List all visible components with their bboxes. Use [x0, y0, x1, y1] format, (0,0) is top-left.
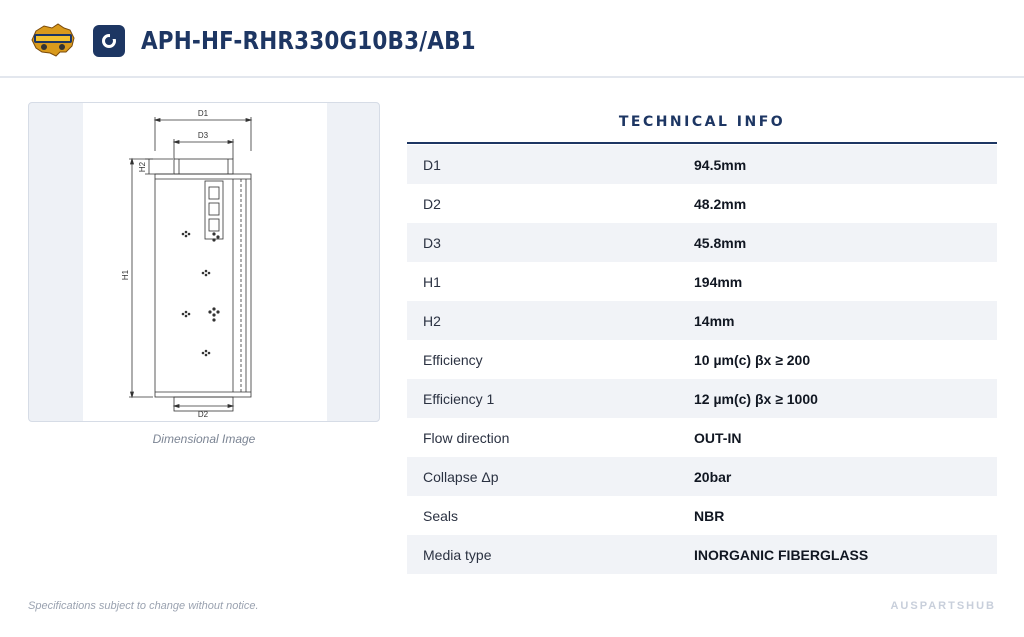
table-row	[407, 457, 997, 496]
table-row	[407, 262, 997, 301]
spec-value: NBR	[694, 507, 725, 524]
label-d3: D3	[197, 131, 209, 140]
label-d2: D2	[197, 410, 209, 419]
page-title: APH-HF-RHR330G10B3/AB1	[141, 26, 476, 55]
spec-value: 48.2mm	[694, 195, 747, 212]
spec-label: D3	[423, 234, 441, 251]
filter-ring-icon	[93, 25, 125, 57]
table-row	[407, 496, 997, 535]
spec-label: Efficiency	[423, 351, 483, 368]
table-row	[407, 418, 997, 457]
spec-value: 45.8mm	[694, 234, 747, 251]
table-row	[407, 223, 997, 262]
spec-label: Collapse Δp	[423, 468, 499, 485]
spec-value: 194mm	[694, 273, 743, 290]
footer-brand: AUSPARTSHUB	[890, 600, 996, 612]
image-caption: Dimensional Image	[152, 432, 256, 446]
auspartshub-logo-icon[interactable]	[30, 22, 76, 58]
spec-label: H1	[423, 273, 441, 290]
table-row	[407, 379, 997, 418]
table-row	[407, 301, 997, 340]
spec-value: 20bar	[694, 468, 732, 485]
spec-value: 10 µm(c) βx ≥ 200	[694, 351, 811, 368]
dimensional-image-card	[28, 102, 380, 422]
spec-value: 14mm	[694, 312, 735, 329]
spec-label: Seals	[423, 507, 459, 524]
spec-value: 12 µm(c) βx ≥ 1000	[694, 390, 818, 407]
label-d1: D1	[197, 109, 209, 118]
table-row	[407, 145, 997, 184]
table-row	[407, 340, 997, 379]
spec-label: D1	[423, 156, 441, 173]
spec-value: OUT-IN	[694, 429, 742, 446]
label-h1: H1	[121, 269, 130, 281]
spec-label: Flow direction	[423, 429, 510, 446]
technical-info-divider	[407, 142, 997, 144]
table-row	[407, 535, 997, 574]
spec-label: Efficiency 1	[423, 390, 495, 407]
technical-info-table	[407, 145, 997, 574]
spec-label: D2	[423, 195, 441, 212]
table-row	[407, 184, 997, 223]
page-header	[0, 0, 1024, 78]
spec-label: H2	[423, 312, 441, 329]
technical-info-title: TECHNICAL INFO	[618, 114, 786, 130]
spec-value: 94.5mm	[694, 156, 747, 173]
label-h2: H2	[138, 161, 147, 173]
spec-label: Media type	[423, 546, 492, 563]
dimensional-drawing	[83, 103, 327, 421]
spec-value: INORGANIC FIBERGLASS	[694, 546, 869, 563]
footer-note: Specifications subject to change without notice.	[28, 600, 259, 612]
